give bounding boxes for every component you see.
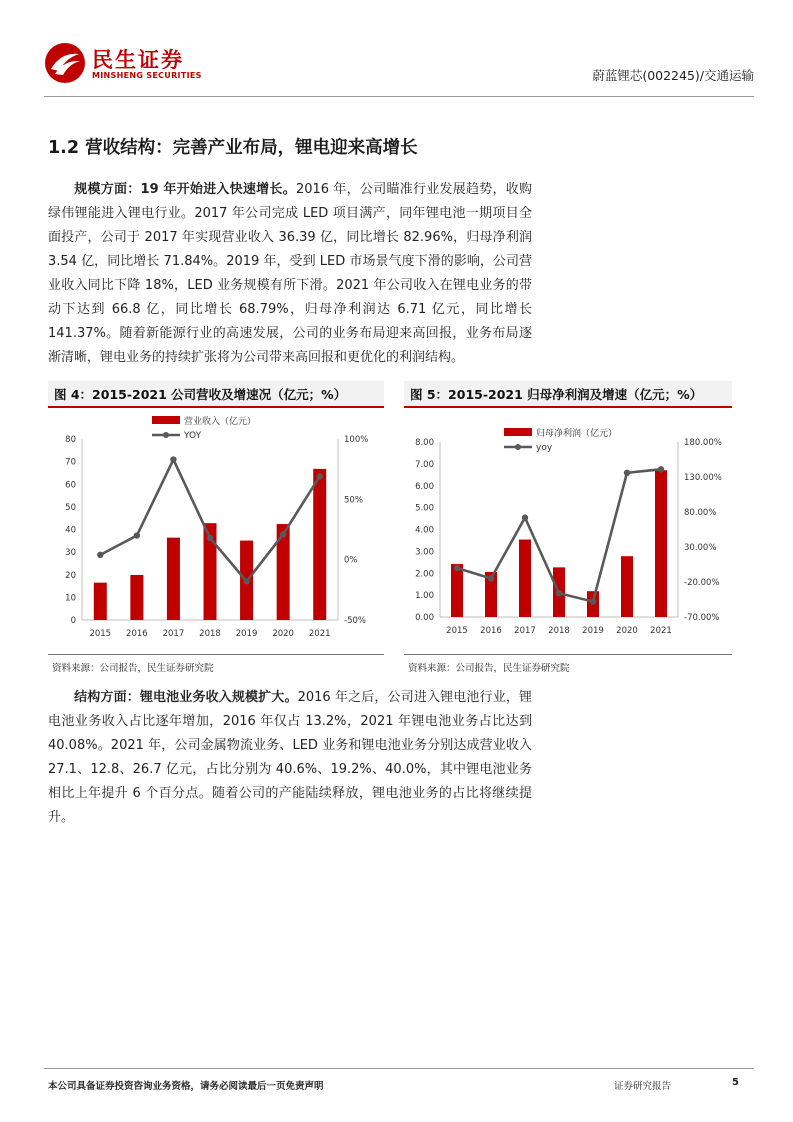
profit-yoy-point: [522, 514, 528, 520]
profit-legend-bar-label: 归母净利润（亿元）: [536, 429, 618, 439]
paragraph-structure: [48, 686, 532, 830]
revenue-legend-bar-swatch: [152, 416, 180, 424]
net-profit-chart: [404, 412, 732, 648]
revenue-category-label: 2021: [308, 629, 331, 639]
profit-right-tick-label: 30.00%: [684, 543, 717, 553]
profit-yoy-point: [454, 565, 460, 571]
profit-bar: [451, 564, 463, 617]
profit-left-tick-label: 6.00: [415, 481, 434, 492]
revenue-left-tick-label: 30: [65, 548, 76, 559]
figure-5-source: 资料来源：公司报告，民生证券研究院: [408, 663, 570, 674]
profit-category-label: 2018: [548, 626, 570, 636]
profit-yoy-point: [556, 590, 562, 596]
revenue-left-tick-label: 0: [70, 616, 76, 626]
revenue-left-tick-label: 40: [65, 525, 76, 536]
profit-category-label: 2015: [446, 626, 468, 636]
profit-yoy-point: [590, 598, 596, 604]
page-number: 5: [732, 1077, 739, 1088]
revenue-category-label: 2020: [272, 629, 294, 639]
profit-left-tick-label: 2.00: [415, 569, 434, 580]
profit-yoy-point: [488, 575, 494, 581]
profit-right-tick-label: -20.00%: [684, 578, 720, 588]
revenue-right-tick-label: 50%: [344, 495, 363, 506]
profit-left-tick-label: 4.00: [415, 525, 434, 536]
footer-disclaimer: 本公司具备证券投资咨询业务资格，请务必阅读最后一页免责声明: [48, 1081, 324, 1092]
company-logo: [44, 38, 244, 88]
profit-left-tick-label: 8.00: [415, 438, 434, 448]
paragraph-scale-body: 2016 年，公司瞄准行业发展趋势，收购绿伟锂能进入锂电行业。2017 年公司完成 LED 项目满产，同年锂电池一期项目全面投产，公司于 2017 年实现营业收入 36.39 亿，同比增长 82.96%，归母净利润 3.54 亿，同比增长 71.84%。2019 年，受到 LED 市场景气度下滑的影响，公司营业收入同比下降 18%，LED 业务规模有所下滑。2021 年公司收入在锂电业务的带动下达到 66.8 亿，同比增长 68.79%，归母净利润达 6.71 亿元，同比增长 141.37%。随着新能源行业的高速发展，公司的业务布局迎来高回报，业务布局逐渐清晰，锂电业务的持续扩张将为公司带来高回报和更优化的利润结构。: [48, 182, 532, 365]
profit-left-tick-label: 0.00: [415, 613, 434, 623]
profit-left-tick-label: 7.00: [415, 459, 434, 470]
paragraph-scale: [48, 178, 532, 370]
profit-bar: [621, 556, 633, 617]
profit-right-tick-label: -70.00%: [684, 613, 720, 623]
paragraph-scale-lead: 规模方面：19 年开始进入快速增长。: [74, 182, 296, 197]
minsheng-logo-icon: [44, 42, 86, 84]
revenue-chart: [48, 412, 384, 648]
profit-left-tick-label: 3.00: [415, 547, 434, 558]
revenue-bar: [313, 469, 326, 620]
paragraph-structure-lead: 结构方面：锂电池业务收入规模扩大。: [74, 690, 298, 705]
revenue-category-label: 2016: [126, 629, 148, 639]
revenue-category-label: 2018: [199, 629, 221, 639]
revenue-yoy-point: [280, 531, 286, 537]
revenue-right-tick-label: 100%: [344, 435, 369, 445]
profit-left-tick-label: 5.00: [415, 503, 434, 514]
profit-category-label: 2016: [480, 626, 502, 636]
revenue-left-tick-label: 10: [65, 593, 76, 604]
logo-text-en: MINSHENG SECURITIES: [92, 71, 202, 80]
revenue-left-tick-label: 70: [65, 457, 76, 468]
revenue-yoy-point: [243, 578, 249, 584]
figure-4-source-divider: [48, 654, 384, 655]
revenue-yoy-point: [134, 532, 140, 538]
profit-category-label: 2019: [582, 626, 604, 636]
revenue-left-tick-label: 80: [65, 435, 76, 445]
revenue-legend-line-marker: [163, 432, 169, 438]
footer-report-type: 证券研究报告: [614, 1081, 672, 1092]
revenue-yoy-point: [207, 535, 213, 541]
revenue-category-label: 2019: [235, 629, 258, 639]
figure-4-title: 图 4：2015-2021 公司营收及增速况（亿元；%）: [48, 381, 384, 408]
revenue-category-label: 2015: [89, 629, 112, 639]
profit-category-label: 2020: [616, 626, 638, 636]
page-header: [44, 38, 754, 96]
figure-4-source: 资料来源：公司报告，民生证券研究院: [52, 663, 214, 674]
profit-legend-line-label: yoy: [536, 443, 553, 453]
profit-yoy-point: [624, 470, 630, 476]
revenue-yoy-point: [97, 552, 103, 558]
profit-category-label: 2017: [514, 626, 536, 636]
profit-yoy-point: [658, 466, 664, 472]
revenue-left-tick-label: 50: [65, 502, 76, 513]
revenue-left-tick-label: 60: [65, 480, 76, 491]
revenue-left-tick-label: 20: [65, 570, 76, 581]
revenue-legend-bar-label: 营业收入（亿元）: [184, 417, 257, 427]
profit-legend-bar-swatch: [504, 428, 532, 436]
paragraph-structure-body: 2016 年之后，公司进入锂电池行业，锂电池业务收入占比逐年增加，2016 年仅占 13.2%，2021 年锂电池业务占比达到 40.08%。2021 年，公司金属物流业务、LED 业务和锂电池业务分别达成营业收入 27.1、12.8、26.7 亿元，占比分别为 40.6%、19.2%、40.0%，其中锂电池业务相比上年提升 6 个百分点。随着公司的产能陆续释放，锂电池业务的占比将继续提升。: [48, 690, 532, 825]
revenue-right-tick-label: -50%: [344, 616, 366, 626]
profit-left-tick-label: 1.00: [415, 591, 434, 602]
profit-right-tick-label: 130.00%: [684, 473, 722, 483]
header-divider: [44, 96, 754, 97]
figure-5-title: 图 5：2015-2021 归母净利润及增速（亿元；%）: [404, 381, 732, 408]
profit-right-tick-label: 80.00%: [684, 508, 717, 518]
profit-legend-line-marker: [515, 444, 521, 450]
revenue-yoy-point: [317, 473, 323, 479]
profit-right-tick-label: 180.00%: [684, 438, 722, 448]
footer-divider: [44, 1068, 754, 1069]
revenue-category-label: 2017: [162, 629, 185, 639]
profit-category-label: 2021: [650, 626, 672, 636]
revenue-right-tick-label: 0%: [344, 555, 358, 566]
revenue-bar: [130, 575, 143, 620]
revenue-bar: [94, 583, 107, 620]
figure-5-source-divider: [404, 654, 732, 655]
profit-bar: [519, 540, 531, 617]
logo-text-cn: 民生证券: [92, 48, 184, 72]
revenue-yoy-point: [170, 456, 176, 462]
revenue-legend-line-label: YOY: [184, 431, 202, 441]
report-subject: 蔚蓝锂芯(002245)/交通运输: [592, 68, 754, 83]
profit-bar: [655, 470, 667, 617]
section-title: 1.2 营收结构：完善产业布局，锂电迎来高增长: [48, 138, 418, 158]
revenue-bar: [167, 538, 180, 620]
